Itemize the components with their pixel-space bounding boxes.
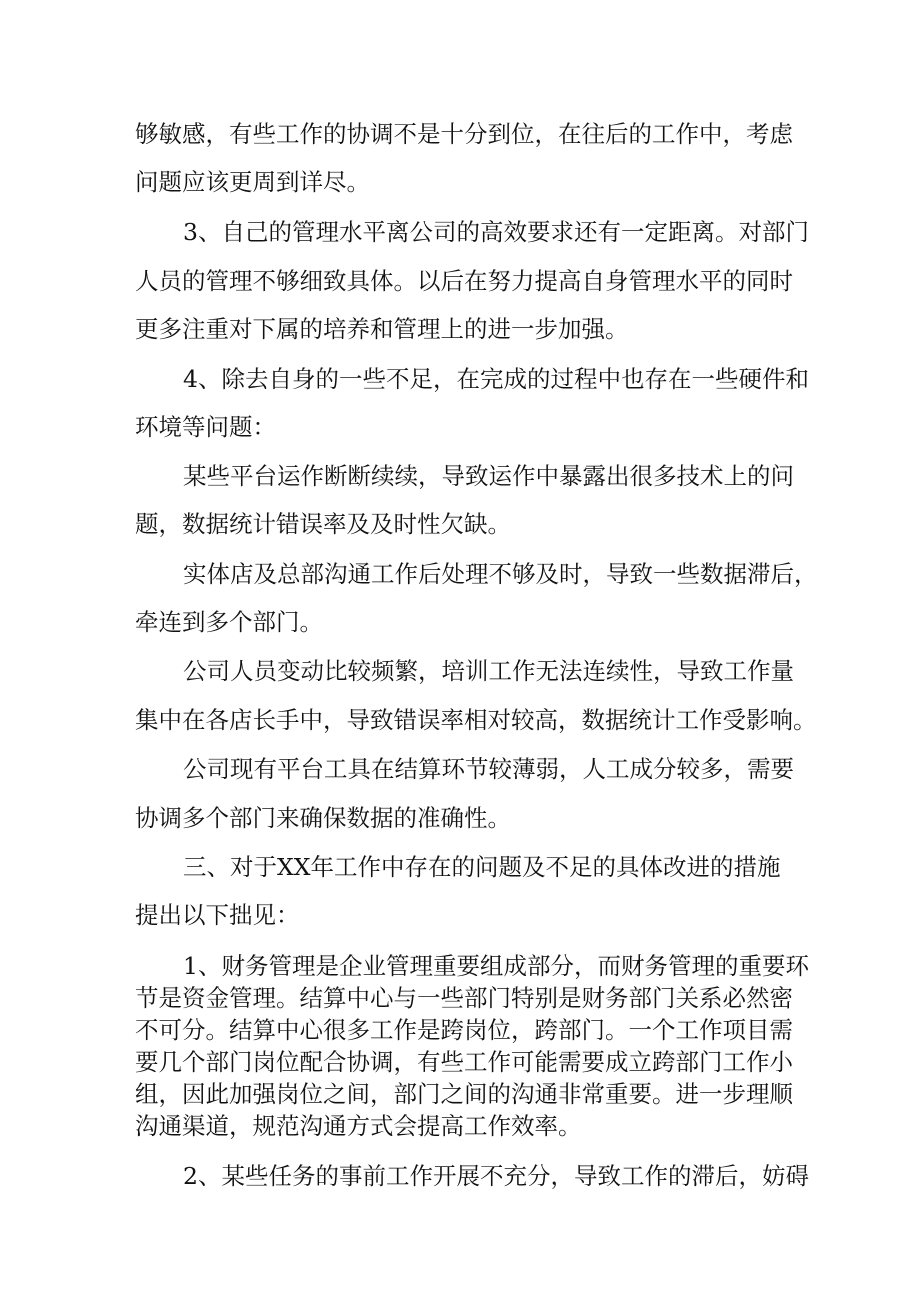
text-line: 沟通渠道，规范沟通方式会提高工作效率。 [135,1112,582,1140]
text-line: 1、财务管理是企业管理重要组成部分，而财务管理的重要环 [183,952,809,980]
text-line: 节是资金管理。结算中心与一些部门特别是财务部门关系必然密 [135,984,793,1012]
text-line: 协调多个部门来确保数据的准确性。 [135,804,511,832]
text-line: 组，因此加强岗位之间，部门之间的沟通非常重要。进一步理顺 [135,1080,793,1108]
text-line: 更多注重对下属的培养和管理上的进一步加强。 [135,315,629,343]
text-line: 问题应该更周到详尽。 [135,168,370,196]
text-line: 三、对于XX年工作中存在的问题及不足的具体改进的措施 [183,853,781,881]
text-line: 牵连到多个部门。 [135,608,323,636]
text-line: 公司人员变动比较频繁，培训工作无法连续性，导致工作量 [183,657,794,685]
text-line: 实体店及总部沟通工作后处理不够及时，导致一些数据滞后， [183,560,818,588]
text-line: 2、某些任务的事前工作开展不充分，导致工作的滞后，妨碍 [183,1162,809,1190]
text-line: 提出以下拙见： [135,901,300,929]
text-line: 不可分。结算中心很多工作是跨岗位，跨部门。一个工作项目需 [135,1016,793,1044]
text-line: 环境等问题： [135,413,276,441]
text-line: 4、除去自身的一些不足，在完成的过程中也存在一些硬件和 [183,365,809,393]
text-line: 题，数据统计错误率及及时性欠缺。 [135,510,511,538]
text-line: 集中在各店长手中，导致错误率相对较高，数据统计工作受影响。 [135,706,817,734]
text-line: 公司现有平台工具在结算环节较薄弱，人工成分较多，需要 [183,755,794,783]
text-line: 人员的管理不够细致具体。以后在努力提高自身管理水平的同时 [135,267,793,295]
text-line: 够敏感，有些工作的协调不是十分到位，在往后的工作中，考虑 [135,120,793,148]
text-line: 3、自己的管理水平离公司的高效要求还有一定距离。对部门 [183,218,809,246]
text-line: 某些平台运作断断续续，导致运作中暴露出很多技术上的问 [183,462,794,490]
text-line: 要几个部门岗位配合协调，有些工作可能需要成立跨部门工作小 [135,1048,793,1076]
